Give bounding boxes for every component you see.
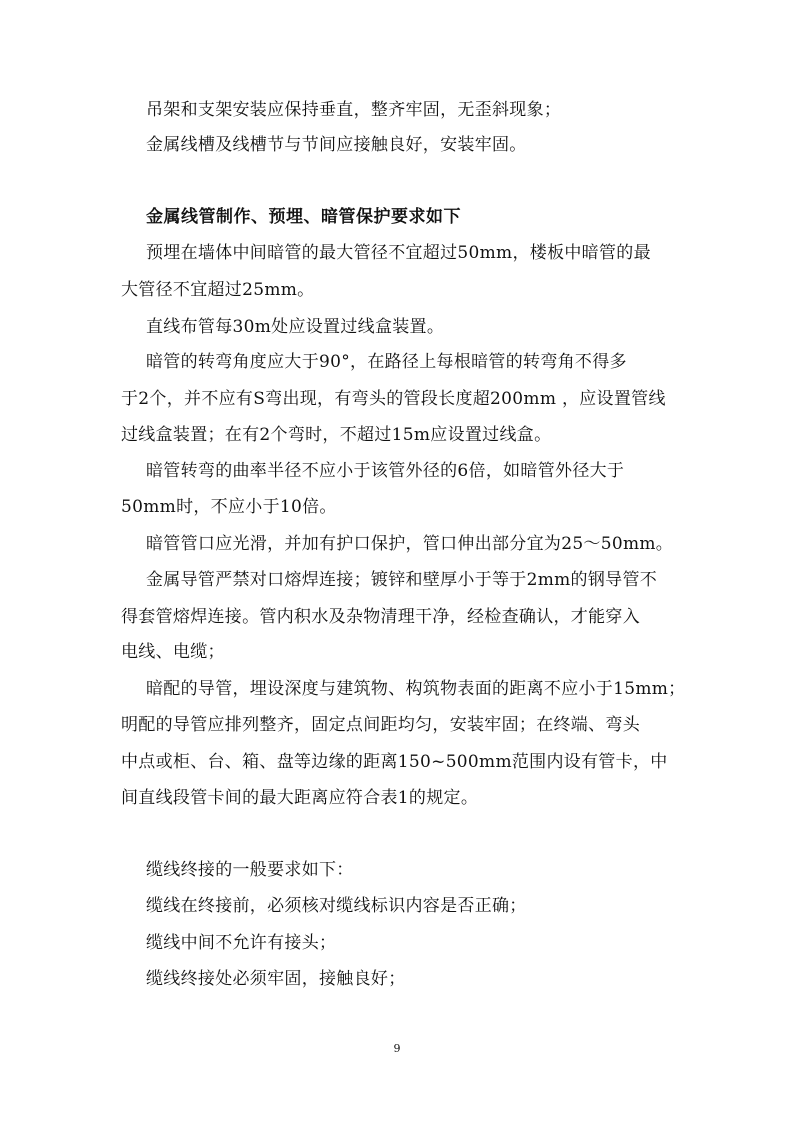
paragraph-line: 缆线终接处必须牢固，接触良好； — [146, 969, 406, 989]
paragraph-line: 金属线槽及线槽节与节间应接触良好，安装牢固。 — [146, 135, 527, 155]
section-heading: 缆线终接的一般要求如下： — [146, 860, 354, 880]
paragraph-line: 直线布管每30m处应设置过线盒装置。 — [146, 317, 445, 337]
paragraph-line: 缆线在终接前，必须核对缆线标识内容是否正确； — [146, 896, 527, 916]
paragraph-line: 预埋在墙体中间暗管的最大管径不宜超过50mm，楼板中暗管的最 — [146, 243, 651, 263]
paragraph-line: 缆线中间不允许有接头； — [146, 933, 337, 953]
section-heading: 金属线管制作、预埋、暗管保护要求如下 — [146, 207, 461, 227]
paragraph-line: 吊架和支架安装应保持垂直，整齐牢固，无歪斜现象； — [146, 100, 562, 120]
paragraph-line: 暗管的转弯角度应大于90°，在路径上每根暗管的转弯角不得多 — [146, 352, 627, 372]
paragraph-line: 过线盒装置；在有2个弯时，不超过15m应设置过线盒。 — [121, 425, 552, 445]
paragraph-line: 间直线段管卡间的最大距离应符合表1的规定。 — [121, 788, 479, 808]
paragraph-line: 电线、电缆； — [121, 642, 225, 662]
paragraph-line: 金属导管严禁对口熔焊连接；镀锌和壁厚小于等于2mm的钢导管不 — [146, 570, 658, 590]
paragraph-line: 暗管管口应光滑，并加有护口保护，管口伸出部分宜为25～50mm。 — [146, 534, 674, 554]
paragraph-line: 得套管熔焊连接。管内积水及杂物清理干净，经检查确认，才能穿入 — [121, 607, 640, 627]
paragraph-line: 暗配的导管，埋设深度与建筑物、构筑物表面的距离不应小于15mm； — [146, 679, 686, 699]
paragraph-line: 中点或柜、台、箱、盘等边缘的距离150~500mm范围内设有管卡，中 — [121, 752, 668, 772]
page-number: 9 — [393, 1042, 401, 1055]
paragraph-line: 大管径不宜超过25mm。 — [121, 280, 315, 300]
paragraph-line: 于2个，并不应有S弯出现，有弯头的管段长度超200mm ，应设置管线 — [121, 389, 666, 409]
paragraph-line: 明配的导管应排列整齐，固定点间距均匀，安装牢固；在终端、弯头 — [121, 715, 640, 735]
paragraph-line: 暗管转弯的曲率半径不应小于该管外径的6倍，如暗管外径大于 — [146, 461, 625, 481]
paragraph-line: 50mm时，不应小于10倍。 — [121, 497, 337, 517]
